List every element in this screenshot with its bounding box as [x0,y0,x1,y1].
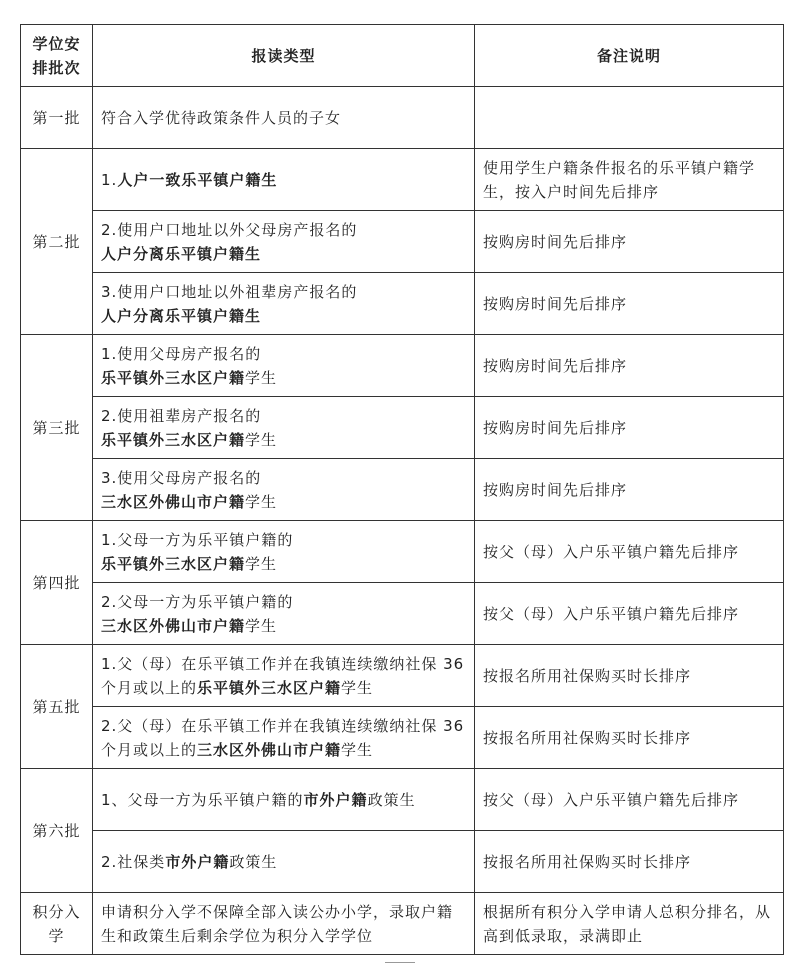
table-row [21,521,784,583]
page-footer-line [385,962,415,963]
header-batch: 学位安排批次 [21,25,93,87]
note-cell: 使用学生户籍条件报名的乐平镇户籍学生，按入户时间先后排序 [475,149,784,211]
type-cell: 申请积分入学不保障全部入读公办小学，录取户籍生和政策生后剩余学位为积分入学学位 [93,893,475,955]
table-row [21,645,784,707]
batch-cell: 第四批 [21,521,93,645]
table-row [21,87,784,149]
type-cell: 2.父（母）在乐平镇工作并在我镇连续缴纳社保 36 个月或以上的三水区外佛山市户籍学生 [93,707,475,769]
type-cell: 3.使用户口地址以外祖辈房产报名的 人户分离乐平镇户籍生 [93,273,475,335]
type-cell: 2.社保类市外户籍政策生 [93,831,475,893]
note-cell: 按报名所用社保购买时长排序 [475,645,784,707]
note-cell: 按父（母）入户乐平镇户籍先后排序 [475,769,784,831]
note-cell: 按购房时间先后排序 [475,211,784,273]
type-cell: 2.父母一方为乐平镇户籍的 三水区外佛山市户籍学生 [93,583,475,645]
note-cell: 按父（母）入户乐平镇户籍先后排序 [475,583,784,645]
type-cell: 3.使用父母房产报名的 三水区外佛山市户籍学生 [93,459,475,521]
note-cell: 按购房时间先后排序 [475,335,784,397]
note-cell: 按父（母）入户乐平镇户籍先后排序 [475,521,784,583]
type-cell: 1.父母一方为乐平镇户籍的 乐平镇外三水区户籍学生 [93,521,475,583]
table-row [21,707,784,769]
batch-cell: 第五批 [21,645,93,769]
type-cell: 1.使用父母房产报名的 乐平镇外三水区户籍学生 [93,335,475,397]
type-cell: 1、父母一方为乐平镇户籍的市外户籍政策生 [93,769,475,831]
note-cell: 按报名所用社保购买时长排序 [475,707,784,769]
batch-cell: 第二批 [21,149,93,335]
note-cell: 按购房时间先后排序 [475,459,784,521]
admission-batch-table [20,24,784,955]
note-cell: 按购房时间先后排序 [475,273,784,335]
type-cell: 2.使用祖辈房产报名的 乐平镇外三水区户籍学生 [93,397,475,459]
table-row [21,211,784,273]
table-row [21,459,784,521]
table-row [21,149,784,211]
table-row [21,893,784,955]
type-cell: 1.父（母）在乐平镇工作并在我镇连续缴纳社保 36 个月或以上的乐平镇外三水区户籍学生 [93,645,475,707]
batch-cell: 第一批 [21,87,93,149]
table-row [21,335,784,397]
table-row [21,831,784,893]
note-cell [475,87,784,149]
header-type: 报读类型 [93,25,475,87]
header-note: 备注说明 [475,25,784,87]
note-cell: 按购房时间先后排序 [475,397,784,459]
type-cell: 1.人户一致乐平镇户籍生 [93,149,475,211]
table-row [21,273,784,335]
note-cell: 按报名所用社保购买时长排序 [475,831,784,893]
batch-cell: 第三批 [21,335,93,521]
table-row [21,769,784,831]
batch-cell: 第六批 [21,769,93,893]
table-row [21,397,784,459]
table-header-row [21,25,784,87]
table-row [21,583,784,645]
note-cell: 根据所有积分入学申请人总积分排名，从高到低录取，录满即止 [475,893,784,955]
type-cell: 符合入学优待政策条件人员的子女 [93,87,475,149]
type-cell: 2.使用户口地址以外父母房产报名的 人户分离乐平镇户籍生 [93,211,475,273]
batch-cell: 积分入学 [21,893,93,955]
